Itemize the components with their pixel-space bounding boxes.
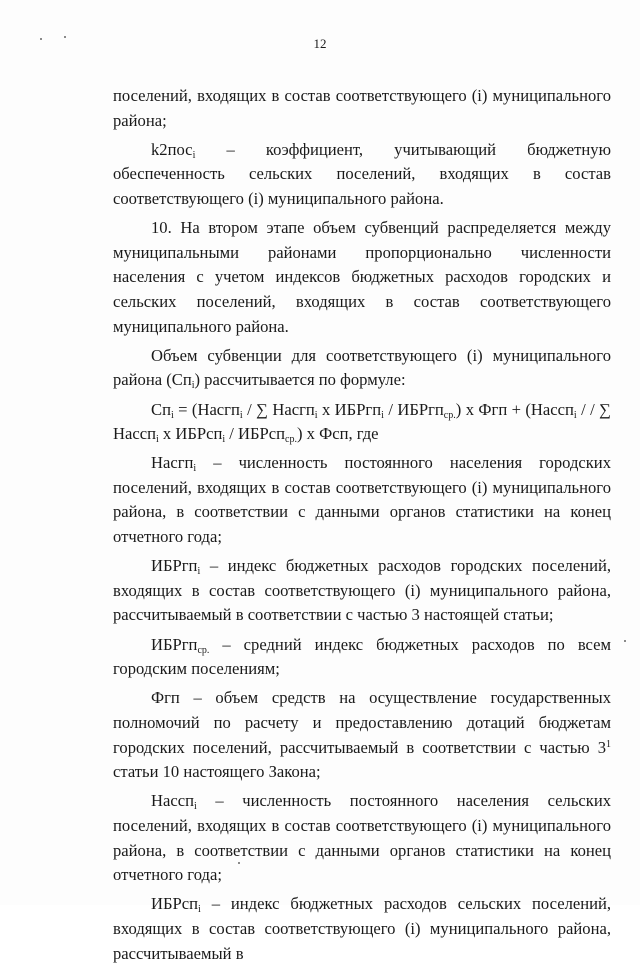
subscript: i (193, 463, 197, 475)
subscript: i (170, 409, 174, 421)
text-run: – средний индекс бюджетных расходов по всем городским поселениям; (113, 634, 611, 679)
text-run: х ИБРгп (317, 399, 382, 419)
text-run: ) рассчитывается по формуле: (194, 370, 406, 390)
subscript: i (191, 380, 195, 392)
text-run: ИБРгп (151, 634, 198, 654)
subscript: ср. (443, 409, 456, 421)
text-run: / ∑ Насгп (242, 399, 315, 419)
subscript: i (192, 149, 196, 161)
text-run: ) х Фгп + (Нассп (455, 399, 574, 419)
text-run: ИБРсп (151, 894, 198, 914)
paragraph (113, 84, 611, 133)
subscript: i (197, 566, 201, 578)
text-run: Сп (151, 399, 171, 419)
text-run: статьи 10 настоящего Закона; (113, 762, 321, 782)
text-run: Объем субвенции для соответствующего (i) муниципального района (Сп (113, 345, 611, 390)
subscript: i (573, 409, 577, 421)
text-run: Насгп (151, 453, 194, 473)
subscript: i (381, 409, 384, 421)
text-run: / / ∑ Нассп (113, 399, 612, 444)
paragraph (113, 398, 611, 447)
subscript: ср. (285, 434, 297, 446)
text-run: ИБРгп (151, 556, 198, 576)
text-run: / ИБРсп (225, 424, 286, 444)
document-body (113, 84, 611, 971)
text-run: – коэффициент, учитывающий бюджетную обеспеченность сельских поселений, входящих в состав соответствующего (i) муниципального района. (113, 139, 611, 208)
text-run: Фгп – объем средств на осуществление государственных полномочий по расчету и предоставлению дотаций бюджетам городских поселений, рассчитываемый в соответствии с частью 3 (113, 688, 611, 757)
text-run: – индекс бюджетных расходов городских поселений, входящих в состав соответствующего (i) муниципального района, рассчитываемый в соответствии с частью 3 настоящей статьи; (113, 556, 611, 625)
subscript: ср. (197, 644, 210, 656)
paragraph (113, 344, 611, 393)
subscript: i (239, 409, 243, 421)
subscript: i (222, 434, 226, 446)
paragraph (113, 216, 611, 339)
subscript: i (198, 904, 201, 916)
text-run: k2пос (151, 139, 193, 159)
text-run: 10. На втором этапе объем субвенций распределяется между муниципальными районами пропорционально численности населения с учетом индексов бюджетных расходов городских и сельских поселений, входящих в состав соответствующего муниципального района. (113, 218, 611, 336)
paragraph (113, 138, 611, 212)
page-number: 12 (313, 36, 327, 51)
text-run: Нассп (151, 791, 194, 811)
text-run: – численность постоянного населения городских поселений, входящих в состав соответствующего (i) муниципального района, в соответствии с данными органов статистики на конец отчетного года; (113, 453, 611, 547)
paragraph (113, 892, 611, 966)
text-run: – численность постоянного населения сельских поселений, входящих в состав соответствующего (i) муниципального района, в соответствии с данными органов статистики на конец отчетного года; (113, 791, 611, 885)
paragraph (113, 686, 611, 784)
subscript: i (314, 409, 318, 421)
text-run: поселений, входящих в состав соответствующего (i) муниципального района; (113, 86, 611, 130)
text-run: = (Насгп (173, 399, 240, 419)
paragraph (113, 633, 611, 682)
text-run: х ИБРсп (158, 424, 223, 444)
paragraph (113, 451, 611, 549)
text-run: / ИБРгп (383, 399, 444, 419)
paragraph (113, 789, 611, 887)
subscript: i (155, 434, 159, 446)
text-run: ) х Фсп, где (296, 424, 379, 444)
subscript: i (193, 801, 197, 813)
superscript: 1 (606, 738, 611, 750)
text-run: – индекс бюджетных расходов сельских поселений, входящих в состав соответствующего (i) муниципального района, рассчитываемый в (113, 894, 611, 963)
paragraph (113, 554, 611, 628)
